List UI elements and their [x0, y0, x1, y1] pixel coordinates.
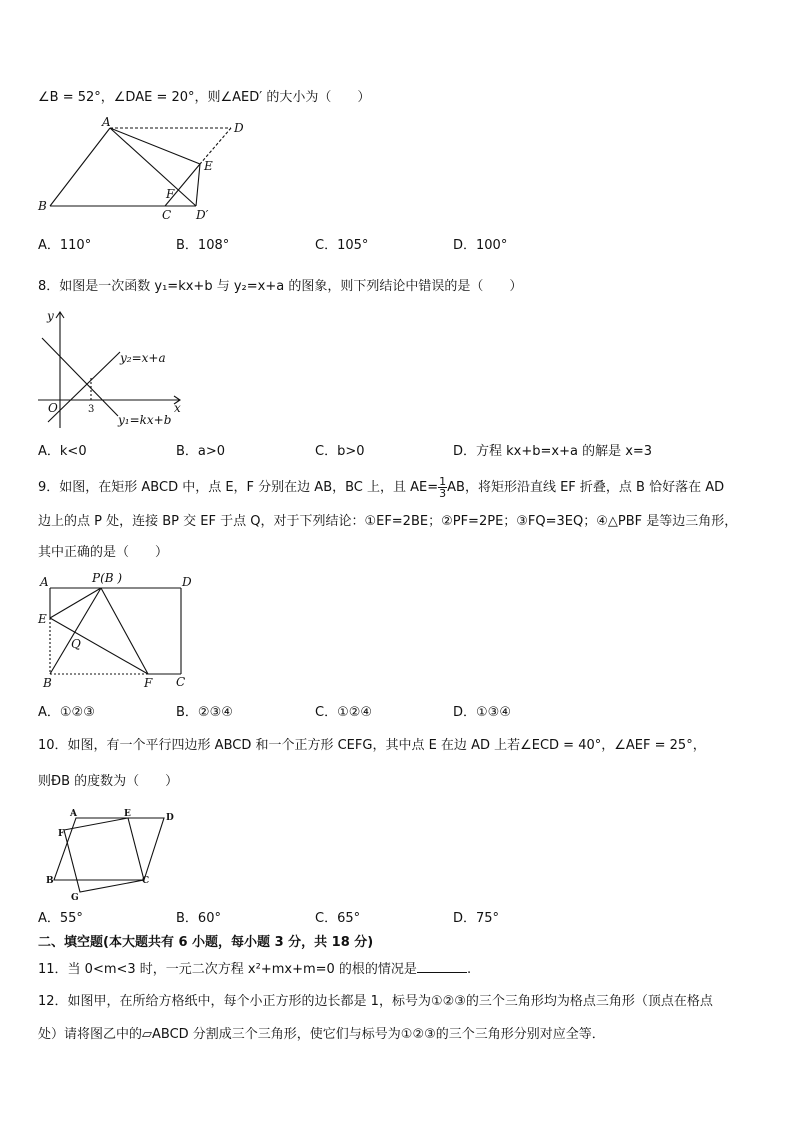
q7-option-c[interactable]: C．105°	[315, 238, 369, 253]
q7-stem: ∠B = 52°，∠DAE = 20°，则∠AED′ 的大小为（ ）	[38, 90, 371, 105]
line-ED-prime	[196, 164, 200, 206]
q8-option-c[interactable]: C．b>0	[315, 444, 365, 459]
parallelogram-ABCD	[54, 818, 164, 880]
label-F: F	[144, 676, 153, 690]
label-D: D	[182, 575, 192, 589]
label-C: C	[162, 208, 172, 222]
label-D: D	[166, 813, 174, 823]
q9-option-d[interactable]: D．①③④	[453, 705, 511, 720]
q8-option-b[interactable]: B．a>0	[176, 444, 226, 459]
q10-options	[38, 907, 758, 925]
label-C: C	[176, 675, 186, 689]
line-EP	[50, 588, 101, 618]
q8-figure	[38, 308, 198, 433]
label-D-prime: D′	[196, 208, 209, 222]
label-B: B	[43, 676, 52, 690]
label-E: E	[38, 612, 47, 626]
q10-option-a[interactable]: A．55°	[38, 911, 83, 926]
line-y2	[48, 352, 120, 422]
q9-line-2: 边上的点 P 处，连接 BP 交 EF 于点 Q，对于下列结论：①EF=2BE；②PF=2PE；③FQ=3EQ；④△PBF 是等边三角形，	[38, 514, 738, 529]
q9-line-3: 其中正确的是（ ）	[38, 545, 169, 560]
q9-stem-end: AB，将矩形沿直线 EF 折叠，点 B 恰好落在 AD	[447, 480, 725, 495]
label-F: F	[58, 829, 65, 839]
label-A: A	[70, 809, 77, 819]
q7-option-d[interactable]: D．100°	[453, 238, 508, 253]
label-C: C	[142, 876, 150, 886]
q9-fraction	[438, 476, 447, 499]
q12-line-2: 处）请将图乙中的▱ABCD 分割成三个三角形，使它们与标号为①②③的三个三角形分别对应全等．	[38, 1027, 605, 1042]
q10-option-d[interactable]: D．75°	[453, 911, 500, 926]
label-E: E	[124, 809, 131, 819]
q10-figure	[38, 806, 188, 906]
label-y1: y₁=kx+b	[118, 413, 172, 427]
q7-option-b[interactable]: B．108°	[176, 238, 230, 253]
line-BP	[50, 588, 101, 674]
q8-option-a[interactable]: A．k<0	[38, 444, 87, 459]
line-BA	[50, 128, 110, 206]
q9-fraction-denominator: 3	[439, 487, 447, 500]
label-B: B	[46, 876, 54, 886]
label-B: B	[38, 199, 47, 213]
label-P-B: P(B )	[92, 571, 123, 585]
q11-answer-blank[interactable]	[417, 960, 467, 973]
label-y2: y₂=x+a	[120, 351, 166, 365]
q9-option-a[interactable]: A．①②③	[38, 705, 95, 720]
q12-line-1: 12．如图甲，在所给方格纸中，每个小正方形的边长都是 1，标号为①②③的三个三角形均为格点三角形（顶点在格点	[38, 994, 713, 1009]
q10-line-1: 10．如图，有一个平行四边形 ABCD 和一个正方形 CEFG，其中点 E 在边 AD 上若∠ECD = 40°，∠AEF = 25°，	[38, 738, 706, 753]
q8-stem: 8．如图是一次函数 y₁=kx+b 与 y₂=x+a 的图象，则下列结论中错误的是（ ）	[38, 279, 523, 294]
label-F: F	[166, 187, 175, 201]
q8-options	[38, 440, 758, 458]
label-Q: Q	[71, 637, 81, 651]
q11-stem	[38, 960, 471, 979]
section-2-heading: 二、填空题(本大题共有 6 小题，每小题 3 分，共 18 分)	[38, 935, 374, 950]
label-O: O	[48, 401, 58, 415]
q7-figure	[38, 115, 258, 223]
label-A: A	[40, 575, 49, 589]
label-D: D	[234, 121, 244, 135]
line-AE	[110, 128, 200, 164]
q7-option-a[interactable]: A．110°	[38, 238, 92, 253]
q11-text: 11．当 0<m<3 时，一元二次方程 x²+mx+m=0 的根的情况是	[38, 962, 417, 977]
label-3: 3	[88, 404, 95, 415]
q9-fraction-numerator: 1	[439, 475, 447, 488]
q11-end: .	[466, 962, 472, 977]
q10-option-c[interactable]: C．65°	[315, 911, 361, 926]
q10-line-2: 则ÐB 的度数为（ ）	[38, 774, 179, 789]
square-CEFG	[64, 818, 144, 892]
line-AD-prime	[110, 128, 196, 206]
label-G: G	[71, 893, 79, 903]
label-x: x	[174, 401, 181, 415]
q9-option-b[interactable]: B．②③④	[176, 705, 233, 720]
q7-options	[38, 234, 758, 252]
q8-option-d[interactable]: D．方程 kx+b=x+a 的解是 x=3	[453, 444, 653, 459]
label-E: E	[204, 159, 213, 173]
q9-figure	[38, 572, 198, 692]
label-A: A	[102, 115, 111, 129]
q10-option-b[interactable]: B．60°	[176, 911, 221, 926]
label-y: y	[47, 309, 54, 323]
q9-stem-start: 9．如图，在矩形 ABCD 中，点 E，F 分别在边 AB，BC 上，且 AE=	[38, 480, 439, 495]
q9-options	[38, 701, 758, 719]
q9-option-c[interactable]: C．①②④	[315, 705, 373, 720]
q9-line-1	[38, 476, 724, 499]
